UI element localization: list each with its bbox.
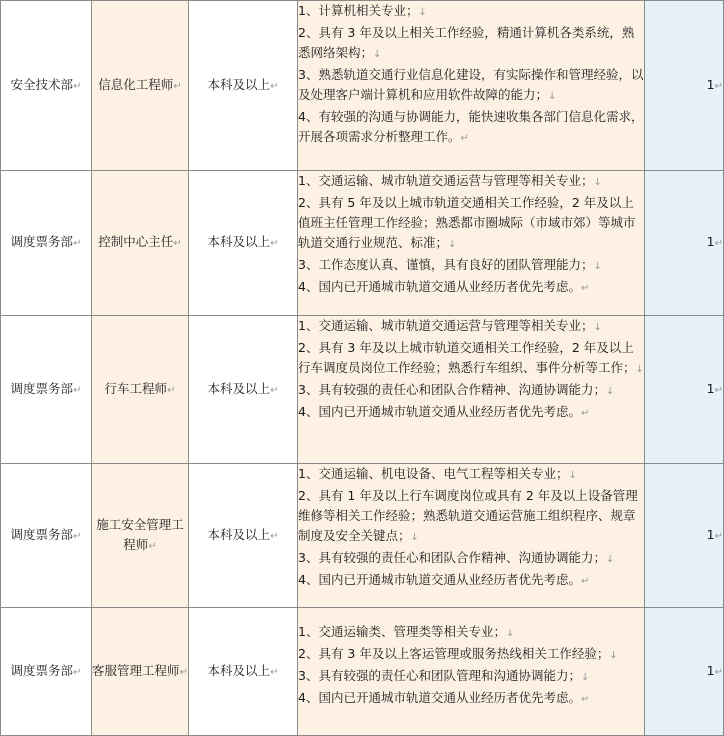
paragraph-mark-icon: ↵ [714, 666, 723, 678]
paragraph-mark-icon: ↵ [270, 80, 279, 92]
requirement-item: 4、国内已开通城市轨道交通从业经历者优先考虑。↵ [298, 279, 590, 294]
paragraph-mark-icon: ↵ [73, 80, 82, 92]
requirement-item: 4、有较强的沟通与协调能力，能快速收集各部门信息化需求，开展各项需求分析整理工作。↵ [298, 109, 644, 144]
requirement-item: 2、具有 5 年及以上城市轨道交通相关工作经验，2 年及以上值班主任管理工作经验；熟悉都市圈城际（市域市郊）等城市轨道交通行业规范、标准；↓ [298, 195, 636, 250]
requirement-item: 1、交通运输、机电设备、电气工程等相关专业；↓ [298, 466, 577, 481]
paragraph-mark-icon: ↵ [270, 238, 279, 249]
position-cell: 行车工程师↵ [92, 316, 189, 464]
table-row [1, 316, 724, 464]
department-cell: 调度票务部↵ [1, 171, 92, 316]
requirement-item: 1、交通运输类、管理类等相关专业；↓ [298, 624, 515, 639]
requirements-cell [298, 464, 645, 608]
requirements-cell [298, 171, 645, 316]
headcount-cell: 1↵ [645, 608, 724, 736]
requirement-item: 4、国内已开通城市轨道交通从业经历者优先考虑。↵ [298, 690, 590, 705]
requirements-cell [298, 608, 645, 736]
table-row [1, 171, 724, 316]
paragraph-mark-icon: ↵ [173, 238, 182, 249]
requirement-item: 1、交通运输、城市轨道交通运营与管理等相关专业；↓ [298, 318, 602, 333]
education-cell: 本科及以上↵ [189, 316, 298, 464]
paragraph-mark-icon: ↵ [173, 80, 182, 92]
headcount-cell: 1↵ [645, 1, 724, 171]
requirements-cell [298, 1, 645, 171]
department-cell: 调度票务部↵ [1, 608, 92, 736]
headcount-cell: 1↵ [645, 171, 724, 316]
requirement-item: 3、熟悉轨道交通行业信息化建设，有实际操作和管理经验，以及处理客户端计算机和应用软件故障的能力；↓ [298, 67, 644, 102]
requirement-item: 2、具有 3 年及以上城市轨道交通相关工作经验，2 年及以上行车调度员岗位工作经验；熟悉行车组织、事件分析等工作；↓ [298, 340, 644, 375]
position-cell: 客服管理工程师↵ [92, 608, 189, 736]
paragraph-mark-icon: ↵ [73, 666, 82, 678]
paragraph-mark-icon: ↵ [73, 238, 82, 249]
requirement-item: 2、具有 3 年及以上相关工作经验，精通计算机各类系统，熟悉网络架构；↓ [298, 25, 635, 60]
headcount-cell: 1↵ [645, 464, 724, 608]
position-cell: 信息化工程师↵ [92, 1, 189, 171]
paragraph-mark-icon: ↵ [270, 384, 279, 396]
paragraph-mark-icon: ↵ [714, 80, 723, 92]
education-cell: 本科及以上↵ [189, 608, 298, 736]
requirement-item: 3、具有较强的责任心和团队管理和沟通协调能力；↓ [298, 668, 590, 683]
paragraph-mark-icon: ↵ [167, 384, 176, 396]
requirement-item: 4、国内已开通城市轨道交通从业经历者优先考虑。↵ [298, 572, 590, 587]
position-cell: 施工安全管理工程师↵ [92, 464, 189, 608]
paragraph-mark-icon: ↵ [714, 530, 723, 542]
paragraph-mark-icon: ↵ [270, 530, 279, 542]
requirement-item: 3、具有较强的责任心和团队合作精神、沟通协调能力；↓ [298, 550, 615, 565]
paragraph-mark-icon: ↵ [148, 540, 157, 552]
requirement-item: 3、具有较强的责任心和团队合作精神、沟通协调能力；↓ [298, 382, 615, 397]
requirement-item: 4、国内已开通城市轨道交通从业经历者优先考虑。↵ [298, 404, 590, 419]
paragraph-mark-icon: ↵ [73, 530, 82, 542]
requirements-cell [298, 316, 645, 464]
paragraph-mark-icon: ↵ [714, 238, 723, 249]
education-cell: 本科及以上↵ [189, 171, 298, 316]
table-row [1, 1, 724, 171]
requirement-item: 2、具有 1 年及以上行车调度岗位或具有 2 年及以上设备管理维修等相关工作经验；熟悉轨道交通运营施工组织程序、规章制度及安全关键点；↓ [298, 488, 638, 543]
table-row [1, 608, 724, 736]
paragraph-mark-icon: ↵ [270, 666, 279, 678]
requirement-item: 1、交通运输、城市轨道交通运营与管理等相关专业；↓ [298, 173, 602, 188]
department-cell: 调度票务部↵ [1, 316, 92, 464]
table-row [1, 464, 724, 608]
headcount-cell: 1↵ [645, 316, 724, 464]
department-cell: 调度票务部↵ [1, 464, 92, 608]
paragraph-mark-icon: ↵ [179, 666, 188, 678]
requirement-item: 1、计算机相关专业；↓ [298, 3, 427, 18]
paragraph-mark-icon: ↵ [73, 384, 82, 396]
education-cell: 本科及以上↵ [189, 464, 298, 608]
requirement-item: 3、工作态度认真、谨慎，具有良好的团队管理能力；↓ [298, 257, 602, 272]
department-cell: 安全技术部↵ [1, 1, 92, 171]
requirement-item: 2、具有 3 年及以上客运管理或服务热线相关工作经验；↓ [298, 646, 618, 661]
paragraph-mark-icon: ↵ [714, 384, 723, 396]
education-cell: 本科及以上↵ [189, 1, 298, 171]
position-cell: 控制中心主任↵ [92, 171, 189, 316]
